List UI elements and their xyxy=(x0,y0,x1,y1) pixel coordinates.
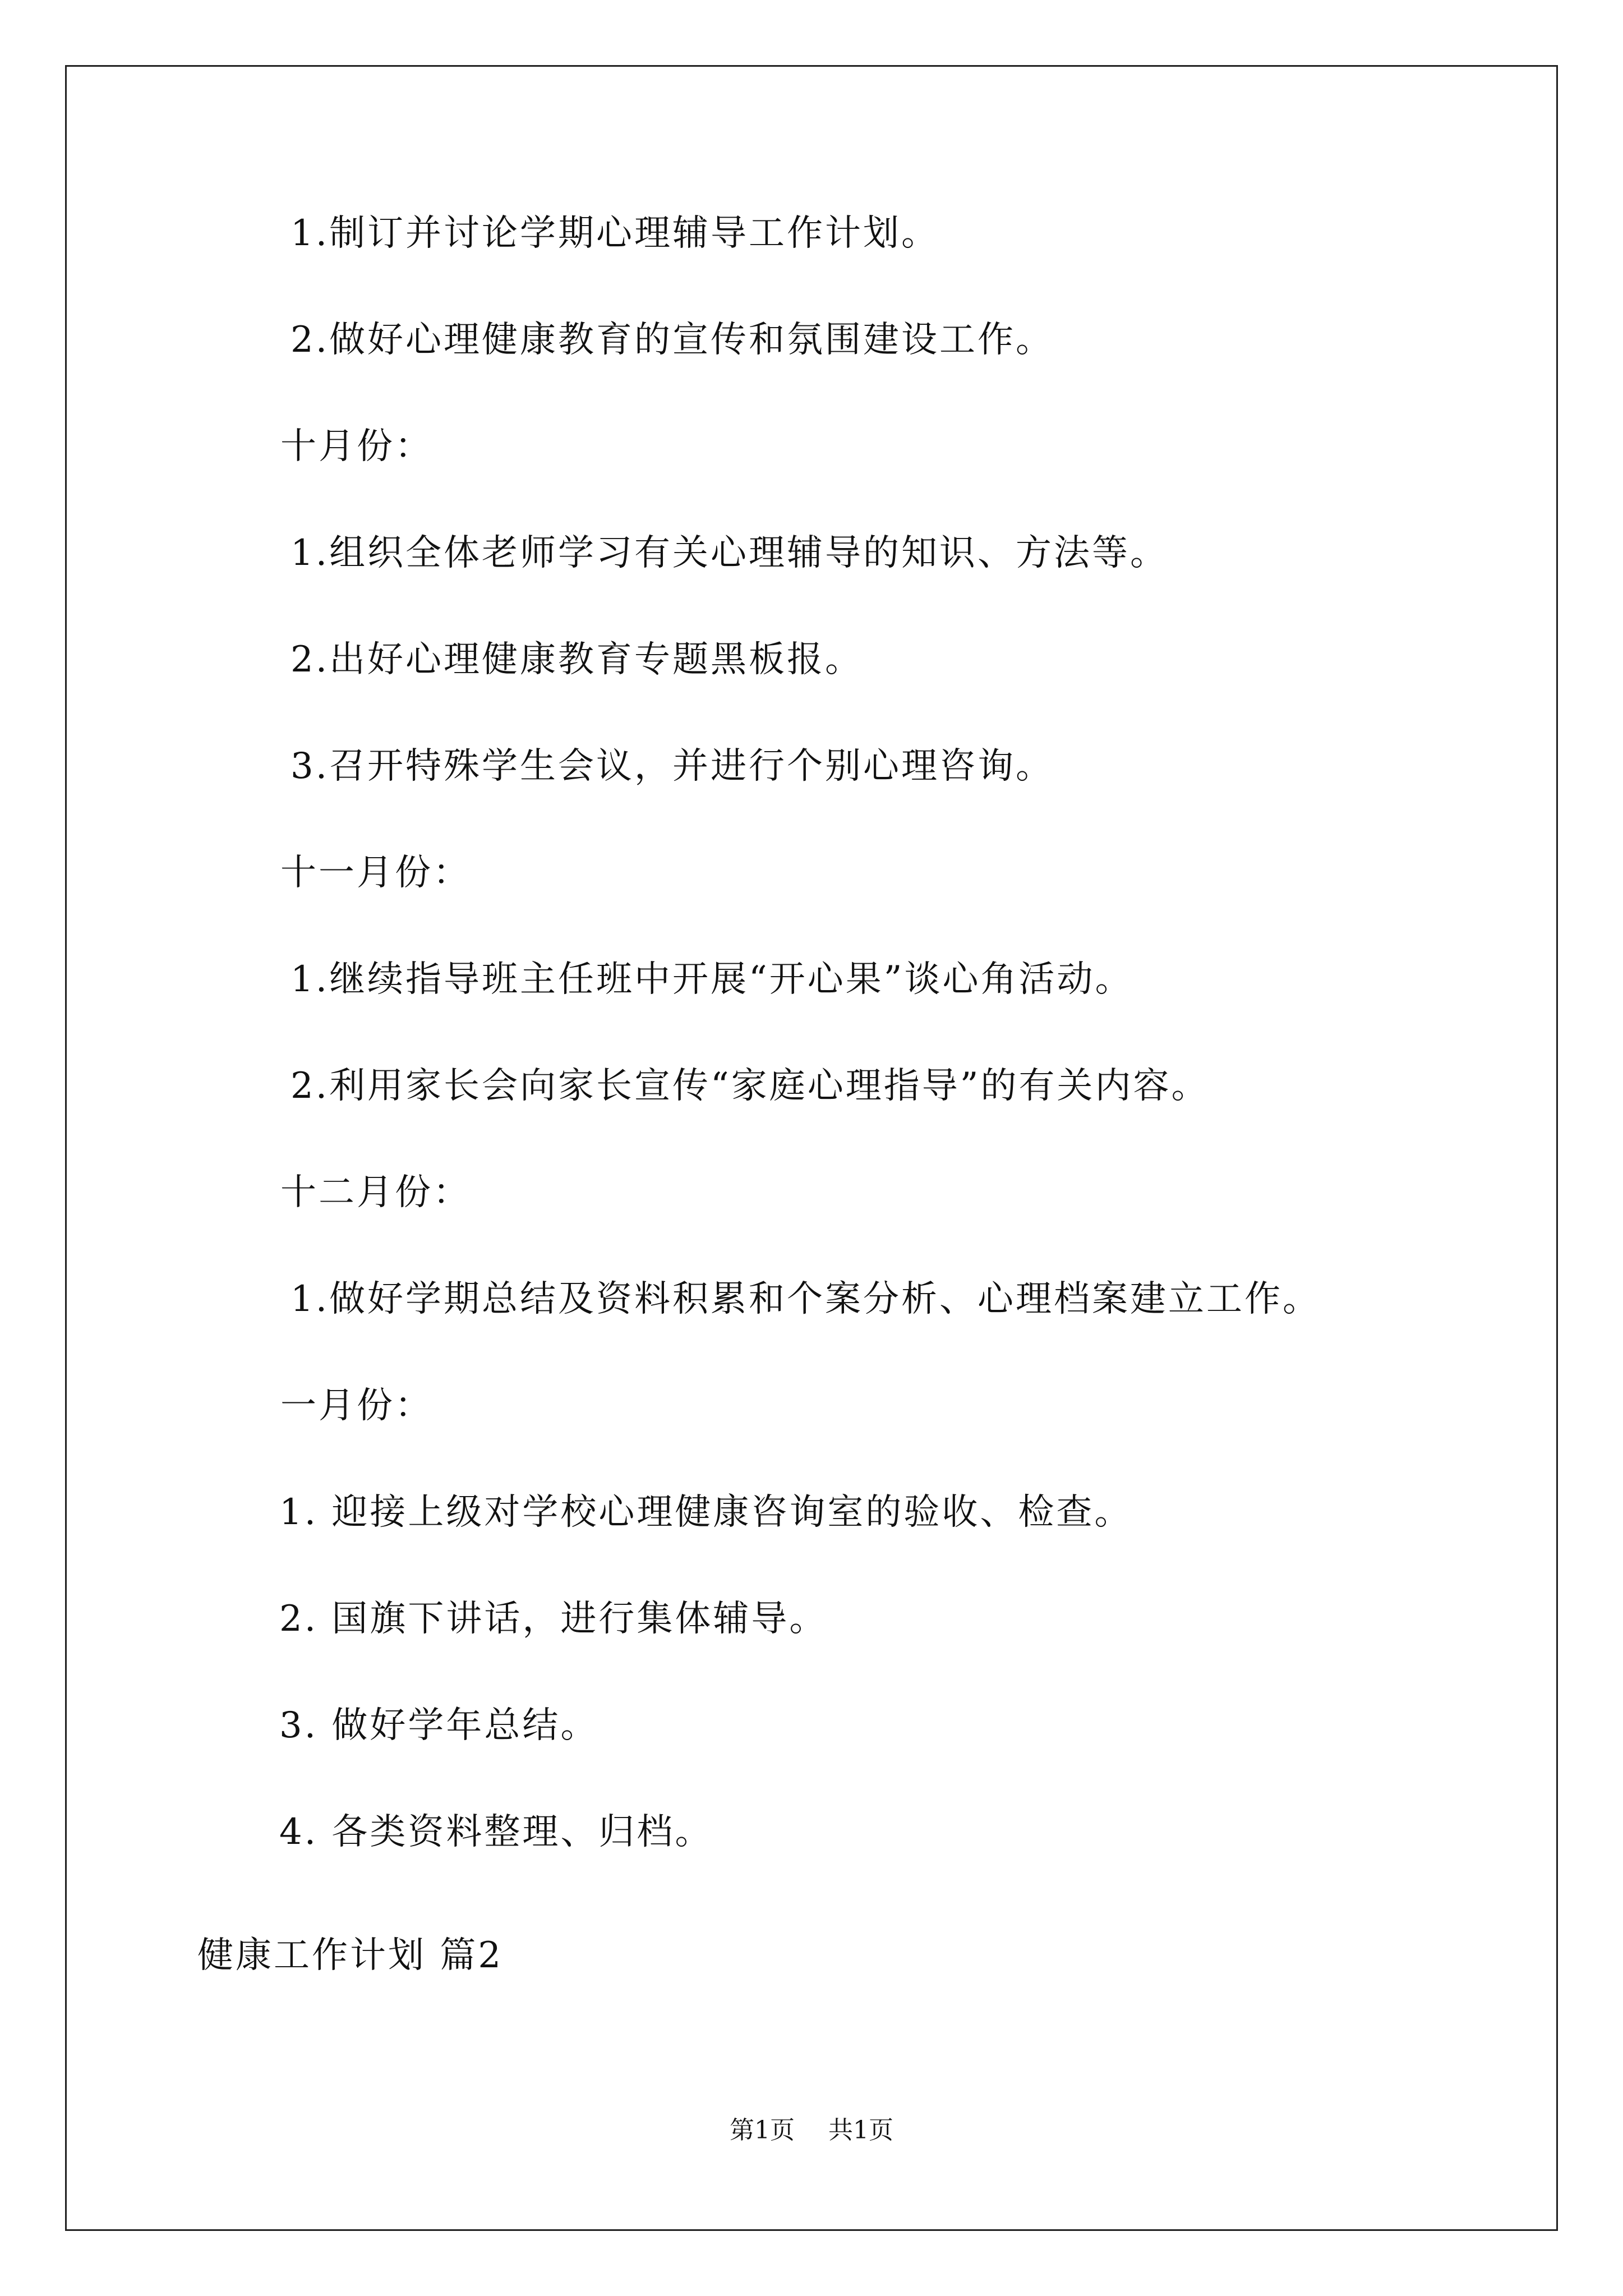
page-total: 共1页 xyxy=(828,2116,893,2145)
section-title: 健康工作计划 篇2 xyxy=(197,1935,504,1976)
text-line: 1.做好学期总结及资料积累和个案分析、心理档案建立工作。 xyxy=(291,1278,1321,1320)
text-line: 1.继续指导班主任班中开展“开心果”谈心角活动。 xyxy=(291,959,1133,1000)
text-line: 1. 迎接上级对学校心理健康咨询室的验收、检查。 xyxy=(279,1492,1133,1533)
text-line: 3. 做好学年总结。 xyxy=(279,1705,599,1746)
text-line: 1.制订并讨论学期心理辅导工作计划。 xyxy=(291,213,940,254)
text-line: 2.做好心理健康教育的宣传和氛围建设工作。 xyxy=(291,319,1054,361)
section-heading-november: 十一月份： xyxy=(280,852,471,894)
text-line: 4. 各类资料整理、归档。 xyxy=(279,1811,713,1853)
section-heading-december: 十二月份： xyxy=(280,1172,471,1213)
section-heading-january: 一月份： xyxy=(280,1385,433,1427)
text-line: 3.召开特殊学生会议，并进行个别心理咨询。 xyxy=(291,746,1054,787)
section-heading-october: 十月份： xyxy=(280,426,433,467)
page-frame xyxy=(65,65,1558,2231)
text-line: 2.出好心理健康教育专题黑板报。 xyxy=(291,639,864,680)
page-footer xyxy=(0,2115,1623,2146)
text-line: 2. 国旗下讲话，进行集体辅导。 xyxy=(279,1598,828,1640)
text-line: 1.组织全体老师学习有关心理辅导的知识、方法等。 xyxy=(291,532,1169,574)
text-line: 2.利用家长会向家长宣传“家庭心理指导”的有关内容。 xyxy=(291,1065,1210,1107)
page-number: 第1页 xyxy=(730,2116,795,2145)
